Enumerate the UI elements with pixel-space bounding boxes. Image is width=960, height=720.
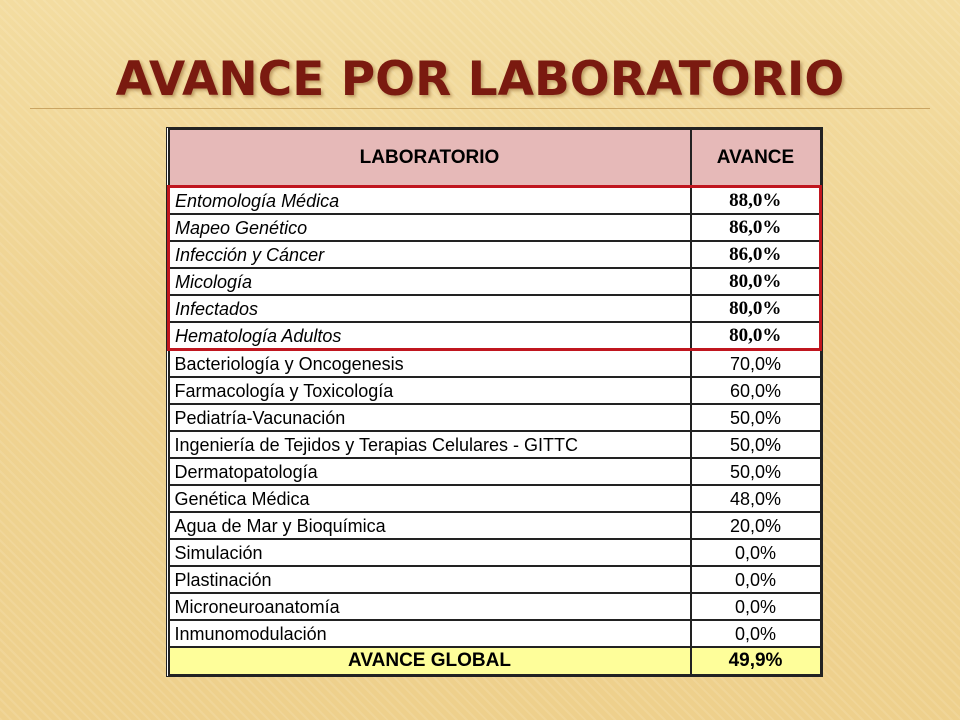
- laboratory-progress-table: [167, 128, 822, 676]
- table-row: [169, 241, 821, 268]
- row-progress-value: 86,0%: [691, 214, 821, 241]
- row-lab-name: Agua de Mar y Bioquímica: [169, 512, 691, 539]
- table-row: [169, 214, 821, 241]
- table-row: [169, 404, 821, 431]
- row-progress-value: 0,0%: [691, 566, 821, 593]
- row-progress-value: 80,0%: [691, 295, 821, 322]
- row-progress-value: 0,0%: [691, 620, 821, 647]
- row-lab-name: Simulación: [169, 539, 691, 566]
- row-progress-value: 80,0%: [691, 268, 821, 295]
- row-progress-value: 88,0%: [691, 187, 821, 215]
- row-progress-value: 50,0%: [691, 404, 821, 431]
- table-row: [169, 322, 821, 350]
- row-progress-value: 50,0%: [691, 458, 821, 485]
- table-row: [169, 539, 821, 566]
- table-row: [169, 350, 821, 378]
- header-laboratorio: LABORATORIO: [169, 129, 691, 187]
- table-row: [169, 566, 821, 593]
- table-row: [169, 485, 821, 512]
- global-progress-value: 49,9%: [691, 647, 821, 675]
- table-header-row: [169, 129, 821, 187]
- header-avance: AVANCE: [691, 129, 821, 187]
- table-row: [169, 295, 821, 322]
- row-lab-name: Ingeniería de Tejidos y Terapias Celulares - GITTC: [169, 431, 691, 458]
- row-lab-name: Micología: [169, 268, 691, 295]
- global-progress-label: AVANCE GLOBAL: [169, 647, 691, 675]
- table-row: [169, 268, 821, 295]
- row-lab-name: Pediatría-Vacunación: [169, 404, 691, 431]
- table-row: [169, 512, 821, 539]
- global-progress-row: [169, 647, 821, 675]
- row-lab-name: Bacteriología y Oncogenesis: [169, 350, 691, 378]
- row-lab-name: Entomología Médica: [169, 187, 691, 215]
- page-title: AVANCE POR LABORATORIO: [115, 52, 845, 107]
- row-progress-value: 0,0%: [691, 593, 821, 620]
- table-row: [169, 458, 821, 485]
- row-lab-name: Microneuroanatomía: [169, 593, 691, 620]
- row-progress-value: 50,0%: [691, 431, 821, 458]
- row-lab-name: Inmunomodulación: [169, 620, 691, 647]
- row-progress-value: 60,0%: [691, 377, 821, 404]
- row-progress-value: 86,0%: [691, 241, 821, 268]
- row-progress-value: 0,0%: [691, 539, 821, 566]
- row-lab-name: Genética Médica: [169, 485, 691, 512]
- table-row: [169, 187, 821, 215]
- table-row: [169, 431, 821, 458]
- row-progress-value: 48,0%: [691, 485, 821, 512]
- table-row: [169, 620, 821, 647]
- row-lab-name: Infección y Cáncer: [169, 241, 691, 268]
- row-progress-value: 20,0%: [691, 512, 821, 539]
- row-progress-value: 70,0%: [691, 350, 821, 378]
- row-lab-name: Infectados: [169, 295, 691, 322]
- title-divider: [30, 108, 930, 109]
- row-lab-name: Plastinación: [169, 566, 691, 593]
- row-lab-name: Hematología Adultos: [169, 322, 691, 350]
- row-lab-name: Dermatopatología: [169, 458, 691, 485]
- row-lab-name: Mapeo Genético: [169, 214, 691, 241]
- table-row: [169, 377, 821, 404]
- row-lab-name: Farmacología y Toxicología: [169, 377, 691, 404]
- row-progress-value: 80,0%: [691, 322, 821, 350]
- table-row: [169, 593, 821, 620]
